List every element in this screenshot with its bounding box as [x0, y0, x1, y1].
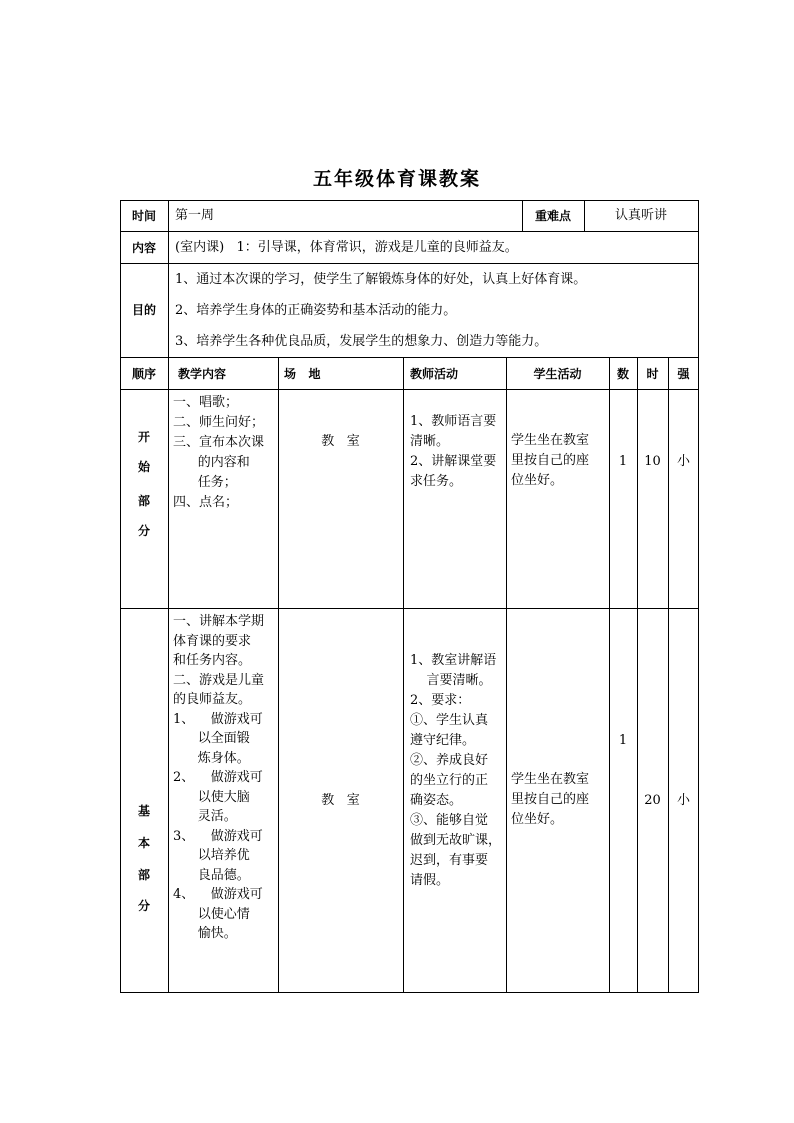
row-divider [120, 608, 699, 609]
student-line: 位坐好。 [511, 473, 564, 488]
student-line: 里按自己的座 [511, 792, 590, 807]
section-venue: 教 室 [321, 434, 360, 449]
row-divider [120, 231, 699, 232]
content-line: 以全面锻 [173, 731, 250, 746]
teacher-line: 遵守纪律。 [410, 733, 476, 748]
teacher-line: 确姿态。 [410, 793, 463, 808]
col-header-order: 顺序 [131, 367, 156, 381]
teacher-line: 2、讲解课堂要 [410, 454, 497, 469]
col-header-student: 学生活动 [533, 367, 582, 381]
section-name-char: 部 [137, 494, 150, 508]
col-header-content: 教学内容 [178, 367, 227, 381]
student-line: 学生坐在教室 [511, 433, 590, 448]
section-name-char: 开 [137, 430, 150, 444]
teacher-line: 请假。 [410, 873, 450, 888]
table-border-top [120, 200, 699, 201]
content-line: 的内容和 [173, 455, 250, 470]
student-line: 位坐好。 [511, 812, 564, 827]
content-line: 1、 做游戏可 [173, 711, 263, 727]
section-teacher-activity [410, 651, 501, 891]
content-line: 以使大脑 [173, 789, 250, 805]
section-name-char: 本 [137, 836, 150, 850]
table-border-bottom [120, 992, 699, 993]
section-content [173, 612, 264, 944]
content-line: 和任务内容。 [173, 653, 252, 668]
teacher-line: 清晰。 [410, 434, 450, 449]
page-title: 五年级体育课教案 [312, 168, 481, 190]
key-point-label: 重难点 [534, 209, 571, 223]
col-header-time: 时 [646, 367, 659, 381]
content-line: 二、师生问好； [173, 415, 265, 430]
content-line: 以培养优 [173, 848, 250, 863]
content-line: 3、 做游戏可 [173, 828, 263, 844]
content-line: 愉快。 [173, 926, 237, 941]
section-student-activity [511, 431, 589, 491]
teacher-line: 迟到，有事要 [410, 853, 489, 868]
section-venue: 教 室 [321, 793, 360, 808]
teacher-line: ②、养成良好 [410, 753, 489, 768]
teacher-line: 2、要求： [410, 693, 471, 708]
teacher-line: 1、教室讲解语 [410, 653, 497, 668]
col-divider [168, 200, 169, 357]
content-line: 2、 做游戏可 [173, 770, 263, 785]
content-label: 内容 [131, 241, 156, 255]
section-intensity: 小 [676, 793, 690, 808]
col-divider [168, 357, 169, 993]
content-line: 炼身体。 [173, 750, 250, 766]
section-name-char: 基 [137, 804, 150, 818]
content-line: 灵活。 [173, 809, 237, 824]
content-line: 四、点名； [173, 495, 239, 510]
section-student-activity [511, 770, 589, 830]
time-value: 第一周 [175, 208, 215, 223]
col-divider [506, 357, 507, 993]
table-border-right [698, 200, 699, 993]
content-line: 良品德。 [173, 867, 250, 883]
teacher-line: 1、教师语言要 [410, 414, 497, 429]
row-divider [120, 389, 699, 390]
teacher-line: 求任务。 [410, 474, 463, 489]
section-count: 1 [618, 454, 628, 469]
content-line: 4、 做游戏可 [173, 887, 263, 902]
section-content [173, 393, 264, 513]
section-time: 10 [644, 454, 661, 469]
content-line: 一、讲解本学期 [173, 614, 265, 629]
section-name-char: 始 [137, 460, 150, 474]
key-point-value: 认真听讲 [614, 208, 667, 223]
section-intensity: 小 [676, 454, 690, 469]
teacher-line: ③、能够自觉 [410, 813, 489, 828]
content-line: 一、唱歌； [173, 395, 239, 410]
col-header-teacher: 教师活动 [410, 367, 459, 381]
content-line: 三、宣布本次课 [173, 435, 265, 450]
section-name-char: 分 [137, 524, 150, 538]
goal-label: 目的 [131, 303, 156, 317]
content-line: 二、游戏是儿童 [173, 672, 265, 688]
time-label: 时间 [131, 209, 156, 223]
goal-item: 1、通过本次课的学习，使学生了解锻炼身体的好处，认真上好体育课。 [175, 272, 587, 287]
row-divider [120, 357, 699, 358]
teacher-line: ①、学生认真 [410, 713, 489, 728]
content-line: 体育课的要求 [173, 633, 252, 649]
teacher-line: 的坐立行的正 [410, 773, 489, 788]
col-divider [403, 357, 404, 993]
section-name-char: 分 [137, 899, 150, 913]
section-time: 20 [644, 793, 661, 808]
teacher-line: 言要清晰。 [410, 673, 492, 688]
teacher-line: 做到无故旷课， [410, 833, 502, 848]
row-divider [120, 263, 699, 264]
col-header-intensity: 强 [677, 367, 690, 381]
student-line: 里按自己的座 [511, 453, 590, 468]
section-name-char: 部 [137, 868, 150, 882]
col-divider [278, 357, 279, 993]
section-teacher-activity [410, 412, 496, 492]
goal-item: 2、培养学生身体的正确姿势和基本活动的能力。 [175, 303, 457, 318]
content-line: 任务； [173, 475, 237, 490]
content-line: 以使心情 [173, 906, 250, 922]
col-header-venue: 场 地 [284, 367, 321, 381]
col-header-count: 数 [616, 367, 629, 381]
content-value: (室内课) 1：引导课，体育常识，游戏是儿童的良师益友。 [175, 240, 518, 255]
lesson-plan-table [120, 200, 699, 993]
goal-item: 3、培养学生各种优良品质，发展学生的想象力、创造力等能力。 [175, 334, 548, 349]
section-count: 1 [618, 733, 628, 748]
student-line: 学生坐在教室 [511, 772, 590, 787]
content-line: 的良师益友。 [173, 692, 252, 707]
